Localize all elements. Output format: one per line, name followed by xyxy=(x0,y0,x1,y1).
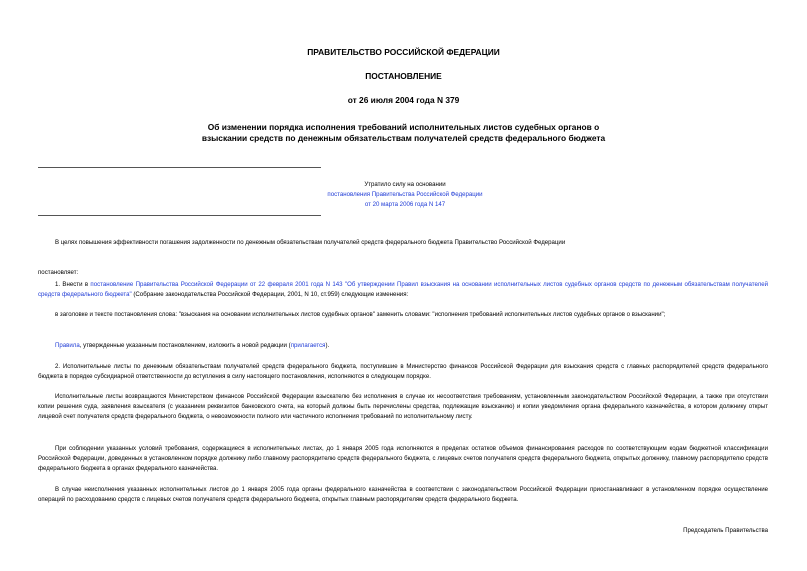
intro-paragraph: В целях повышения эффективности погашения задолженности по денежным обязательствам получателей средств федерального бюджета Правительство Российской Федерации xyxy=(55,239,566,246)
paragraph-1-suffix: (Собрание законодательства Российской Федерации, 2001, N 10, ст.959) следующие изменения: xyxy=(131,290,409,298)
paragraph-1b-mid: , утвержденные указанным постановлением, изложить в новой редакции ( xyxy=(79,342,291,349)
paragraph-1a: в заголовке и тексте постановления слова: "взыскания на основании исполнительных листов судебных органов" заменить словами: "исполнения требований исполнительных листов судебных органов о взыскании"; xyxy=(55,311,666,318)
doc-type-heading: ПОСТАНОВЛЕНИЕ xyxy=(365,71,442,81)
paragraph-1-prefix: 1. Внести в xyxy=(55,281,91,288)
government-heading: ПРАВИТЕЛЬСТВО РОССИЙСКОЙ ФЕДЕРАЦИИ xyxy=(307,47,500,57)
paragraph-1b xyxy=(38,341,768,351)
rules-link[interactable]: Правила xyxy=(55,342,80,349)
date-number: от 26 июля 2004 года N 379 xyxy=(347,95,460,105)
signature: Председатель Правительства xyxy=(683,527,768,534)
lost-force-link[interactable]: постановления Правительства Российской Федерации xyxy=(327,191,483,198)
paragraph-5: В случае неисполнения указанных исполнительных листов до 1 января 2005 года органы федерального казначейства в соответствии с законодательством Российской Федерации приостанавливают в установленном порядке осуществление операций по расходованию средств с лицевых счетов получателя средств федерального бюджета, открытых главным распорядителям средств федерального бюджета. xyxy=(38,486,768,503)
lost-force-text: Утратило силу на основании xyxy=(364,181,446,188)
document-title: Об изменении порядка исполнения требований исполнительных листов судебных органов о взыскании средств по денежным обязательствам получателей средств федерального бюджета xyxy=(201,122,606,143)
divider-bottom xyxy=(38,215,321,216)
lost-force-link-date[interactable]: от 20 марта 2006 года N 147 xyxy=(364,201,446,208)
attached-link[interactable]: прилагается xyxy=(290,342,326,349)
decree-word: постановляет: xyxy=(38,269,79,276)
paragraph-2: 2. Исполнительные листы по денежным обязательствам получателей средств федерального бюджета, поступившие в Министерство финансов Российской Федерации для взыскания средств с главных распорядителей средств федерального бюджета в порядке субсидиарной ответственности до вступления в силу настоящего постановления, исполняются в следующем порядке. xyxy=(38,363,768,380)
decree-143-link[interactable]: постановление Правительства Российской Федерации от 22 февраля 2001 года N 143 "Об утверждении Правил взыскания на основании исполнительных листов судебных органов средств по денежным обязательствам получателей средств федерального бюджета" xyxy=(38,281,768,298)
paragraph-1b-end: ). xyxy=(325,342,330,349)
paragraph-4: При соблюдении указанных условий требования, содержащиеся в исполнительных листах, до 1 января 2005 года исполняются в пределах остатков объемов финансирования расходов по соответствующим кодам бюджетной классификации Российской Федерации, доведенных в установленном порядке должнику либо главному распорядителю средств федерального бюджета, с лицевых счетов получателя средств федерального бюджета, открытых должнику, главному распорядителю средств федерального бюджета в органах федерального казначейства. xyxy=(38,445,768,472)
paragraph-1 xyxy=(38,280,768,300)
divider-top xyxy=(38,167,321,168)
paragraph-3: Исполнительные листы возвращаются Министерством финансов Российской Федерации взыскателю без исполнения в случае их несоответствия требованиям, установленным законодательством Российской Федерации, а также при отсутствии копии решения суда, заявления взыскателя (с указанием реквизитов банковского счета, на который должны быть перечислены средства, подлежащие взысканию) и копии уведомления органа федерального казначейства, в котором должнику открыт лицевой счет получателя средств федерального бюджета, о невозможности полного или частичного исполнения требований по исполнительному листу. xyxy=(38,393,768,420)
